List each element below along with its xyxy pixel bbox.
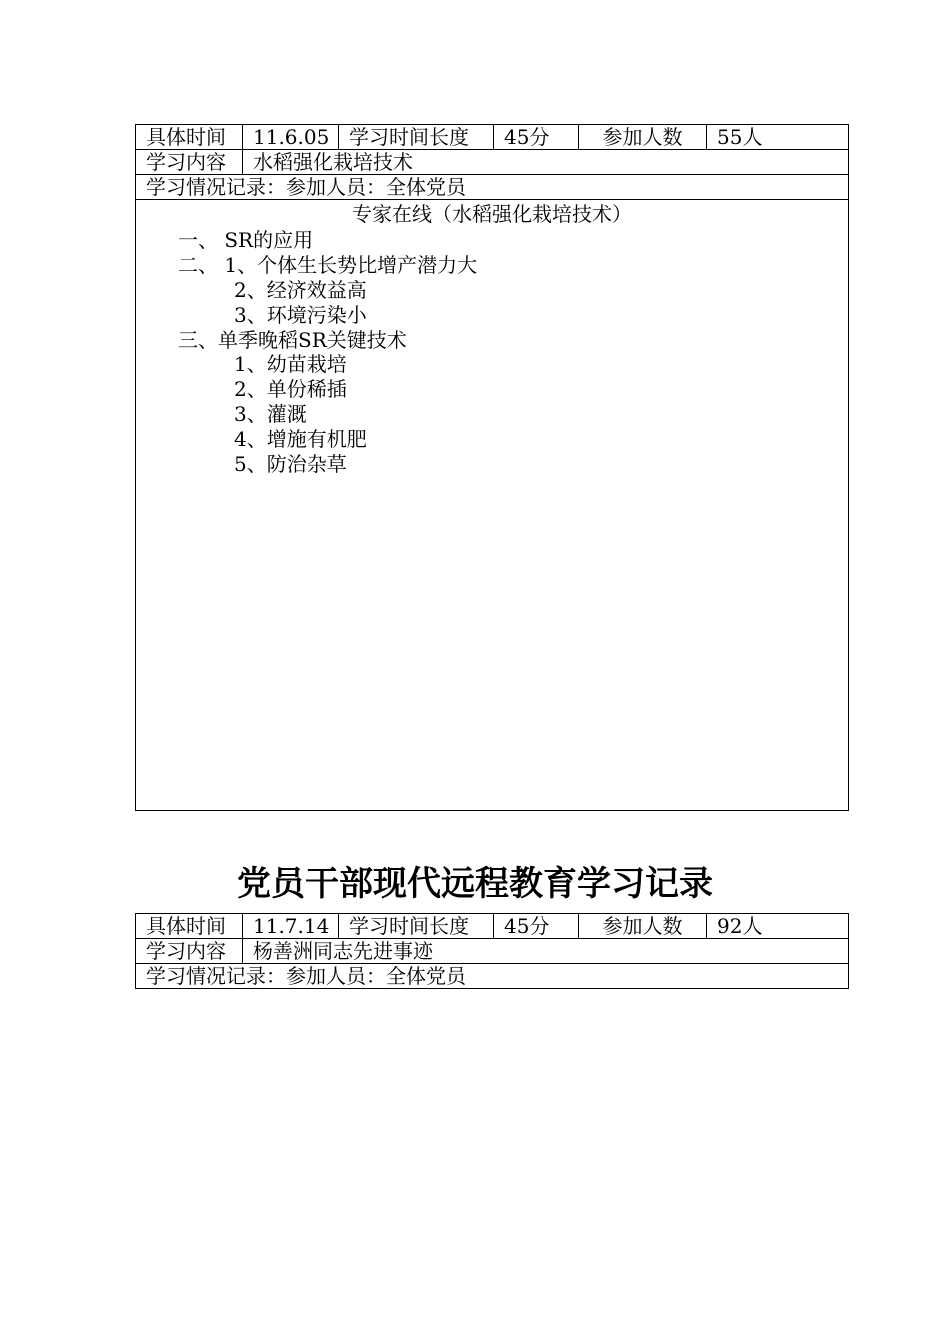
time-label: 具体时间 — [136, 914, 243, 939]
content-value: 水稻强化栽培技术 — [243, 150, 849, 175]
notes-line: 三、单季晚稻SR关键技术 — [178, 328, 407, 352]
duration-value: 45分 — [494, 914, 579, 939]
notes-label: 学习情况记录：参加人员：全体党员 — [136, 175, 849, 200]
study-record-table-2 — [135, 913, 849, 989]
record-1-notes-body-row — [136, 200, 849, 811]
time-label: 具体时间 — [136, 125, 243, 150]
notes-line: 二、 1、个体生长势比增产潜力大 — [178, 253, 478, 277]
record-1-content-row — [136, 150, 849, 175]
document-title: 党员干部现代远程教育学习记录 — [237, 864, 713, 904]
notes-title: 专家在线（水稻强化栽培技术） — [352, 202, 632, 226]
notes-line: 2、单份稀插 — [234, 377, 347, 401]
time-value: 11.6.05 — [243, 125, 339, 150]
content-label: 学习内容 — [136, 150, 243, 175]
notes-line: 4、增施有机肥 — [234, 427, 367, 451]
record-2-notes-row — [136, 964, 849, 989]
notes-line: 3、环境污染小 — [234, 303, 367, 327]
record-2-header-row — [136, 914, 849, 939]
content-value: 杨善洲同志先进事迹 — [243, 939, 849, 964]
attendees-label: 参加人数 — [579, 125, 707, 150]
duration-label: 学习时间长度 — [339, 125, 494, 150]
time-value: 11.7.14 — [243, 914, 339, 939]
record-1-header-row — [136, 125, 849, 150]
notes-line: 2、经济效益高 — [234, 278, 367, 302]
record-2-content-row — [136, 939, 849, 964]
notes-label: 学习情况记录：参加人员：全体党员 — [136, 964, 849, 989]
attendees-value: 92人 — [707, 914, 849, 939]
notes-line: 一、 SR的应用 — [178, 228, 314, 252]
notes-line: 5、防治杂草 — [234, 452, 347, 476]
study-record-table-1 — [135, 124, 849, 811]
notes-line: 1、幼苗栽培 — [234, 352, 347, 376]
notes-line: 3、灌溉 — [234, 402, 307, 426]
attendees-value: 55人 — [707, 125, 849, 150]
duration-value: 45分 — [494, 125, 579, 150]
attendees-label: 参加人数 — [579, 914, 707, 939]
duration-label: 学习时间长度 — [339, 914, 494, 939]
notes-body — [136, 200, 849, 811]
record-1-notes-row — [136, 175, 849, 200]
content-label: 学习内容 — [136, 939, 243, 964]
